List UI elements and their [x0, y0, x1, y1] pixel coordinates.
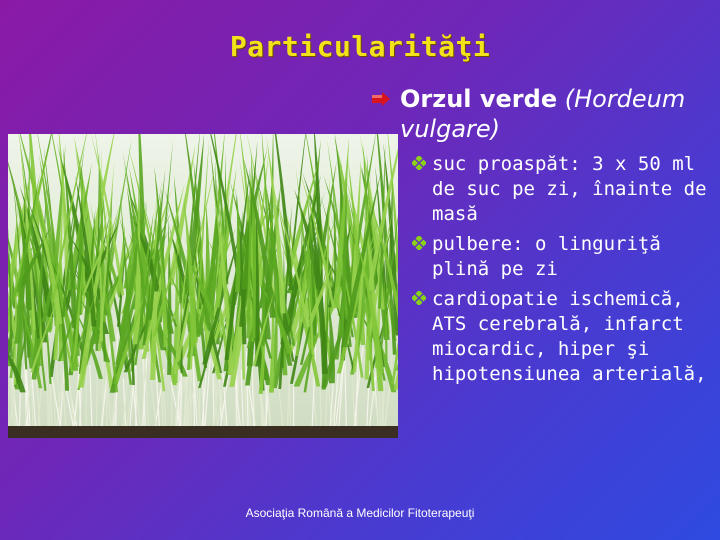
sub-bullet-text: pulbere: o linguriţă plină pe zi — [432, 233, 661, 280]
sub-bullet-item — [412, 287, 712, 387]
sub-bullet-text: cardiopatie ischemică, ATS cerebrală, infarct miocardic, hiper şi hipotensiunea arterială, — [432, 288, 707, 385]
plant-name: Orzul verde — [400, 85, 558, 113]
sub-bullet-list — [412, 152, 712, 392]
grass-illustration — [8, 134, 398, 438]
footer-text: Asociaţia Română a Medicilor Fitoterapeuţi — [245, 506, 475, 520]
diamond-bullet-icon — [412, 236, 426, 250]
sub-bullet-text: suc proaspăt: 3 x 50 ml de suc pe zi, înainte de masă — [432, 153, 707, 225]
sub-bullet-item — [412, 152, 712, 227]
barley-grass-photo — [8, 134, 398, 438]
slide-title: Particularităţi — [229, 30, 491, 63]
diamond-bullet-icon — [412, 291, 426, 305]
main-bullet — [372, 84, 712, 144]
diamond-bullet-icon — [412, 156, 426, 170]
sub-bullet-item — [412, 232, 712, 282]
plant-latin-name: (Hordeum vulgare) — [400, 85, 686, 143]
arrow-bullet-icon — [372, 92, 390, 106]
main-bullet-text — [372, 84, 712, 144]
